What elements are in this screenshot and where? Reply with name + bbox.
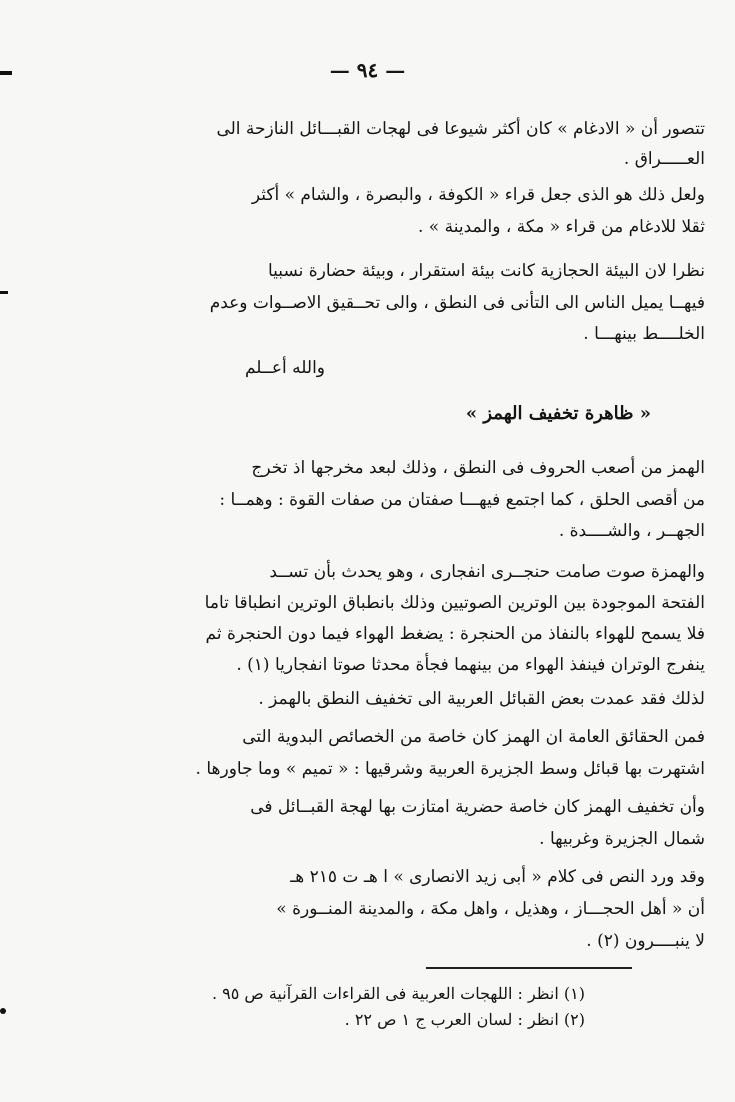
footnote: (١) انظر : اللهجات العربية فى القراءات القرآنية ص ٩٥ . (211, 984, 585, 1003)
body-line: وقد ورد النص فى كلام « أبى زيد الانصارى » ا هـ ت ٢١٥ هـ (290, 867, 705, 887)
body-line: أن « أهل الحجـــاز ، وهذيل ، واهل مكة ، والمدينة المنــورة » (276, 899, 705, 919)
footnote-separator (426, 967, 632, 969)
body-line: فيهــا يميل الناس الى التأنى فى النطق ، والى تحــقيق الاصــوات وعدم (209, 293, 705, 313)
body-line: تتصور أن « الادغام » كان أكثر شيوعا فى لهجات القبـــائل النازحة الى (216, 119, 705, 139)
left-scan-mark (0, 1008, 6, 1014)
body-line: الهمز من أصعب الحروف فى النطق ، وذلك لبعد مخرجها اذ تخرج (251, 458, 705, 478)
body-line: ولعل ذلك هو الذى جعل قراء « الكوفة ، والبصرة ، والشام » أكثر (251, 185, 705, 205)
body-line: وأن تخفيف الهمز كان خاصة حضرية امتازت بها لهجة القبــائل فى (250, 797, 705, 817)
footnote: (٢) انظر : لسان العرب ج ١ ص ٢٢ . (344, 1010, 585, 1029)
body-line: ينفرج الوتران فينفذ الهواء من بينهما فجأة محدثا صوتا انفجاريا (١) . (236, 655, 705, 675)
body-line: نظرا لان البيئة الحجازية كانت بيئة استقرار ، وبيئة حضارة نسبيا (268, 261, 705, 281)
section-title: « ظاهرة تخفيف الهمز » (465, 403, 651, 424)
body-line: فمن الحقائق العامة ان الهمز كان خاصة من الخصائص البدوية التى (242, 727, 705, 747)
body-line: لذلك فقد عمدت بعض القبائل العربية الى تخفيف النطق بالهمز . (258, 689, 705, 709)
body-line: من أقصى الحلق ، كما اجتمع فيهـــا صفتان من صفات القوة : وهمــا : (219, 490, 705, 510)
body-line: اشتهرت بها قبائل وسط الجزيرة العربية وشرقيها : « تميم » وما جاورها . (195, 759, 705, 779)
body-line: الفتحة الموجودة بين الوترين الصوتيين وذلك بانطباق الوترين انطباقا تاما (204, 593, 705, 613)
body-line: الخلــــط بينهـــا . (583, 324, 705, 344)
body-line: والهمزة صوت صامت حنجــرى انفجارى ، وهو يحدث بأن تســد (269, 562, 705, 582)
page-number: — ٩٤ — (329, 58, 406, 82)
body-line: العـــــراق . (623, 149, 705, 169)
body-line: لا ينبــــرون (٢) . (586, 931, 705, 951)
closing-phrase: والله أعــلم (244, 358, 326, 378)
body-line: الجهــر ، والشــــدة . (558, 521, 705, 541)
body-line: ثقلا للادغام من قراء « مكة ، والمدينة » . (417, 217, 705, 237)
body-line: شمال الجزيرة وغربيها . (539, 829, 705, 849)
left-scan-mark (0, 291, 8, 294)
body-line: فلا يسمح للهواء بالنفاذ من الحنجرة : يضغط الهواء فيما دون الحنجرة ثم (205, 624, 705, 644)
